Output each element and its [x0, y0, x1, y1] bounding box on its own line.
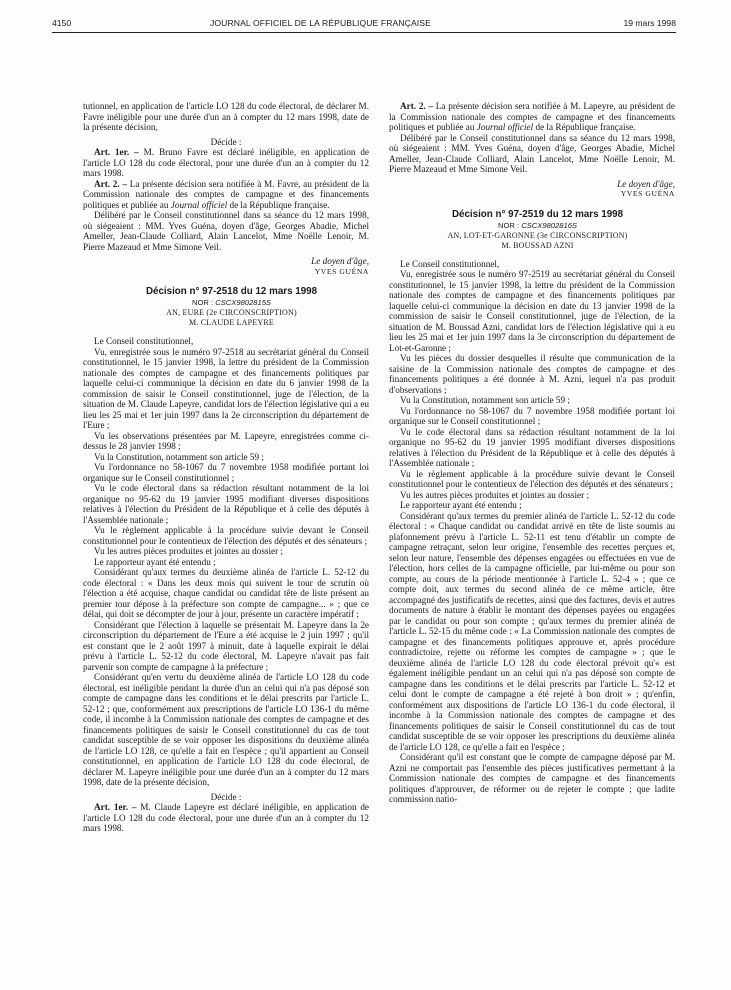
article-text: M. Claude Lapeyre est déclaré inéligible, en application de l'article LO 128 du code électoral, pour une durée d'un an à compter du 12 mars 1998. [83, 802, 370, 833]
paragraph: Vu l'ordonnance no 58-1067 du 7 novembre 1958 modifiée portant loi organique sur le Conseil constitutionnel ; [83, 462, 369, 483]
paragraph: Le Conseil constitutionnel, [400, 258, 500, 269]
paragraph: Vu les autres pièces produites et jointes au dossier ; [94, 546, 284, 556]
paragraph: Considérant que l'élection à laquelle se présentait M. Lapeyre dans la 2e circonscription du département de l'Eure a été acquise le 2 juin 1997 ; qu'il est constant que le 2 août 1997 à minuit, date à laquelle expirait le délai prévu à l'article L. 52-12 du code électoral, M. Lapeyre n'avait pas fait parvenir son compte de campagne à la préfecture ; [83, 619, 369, 672]
article-text: de la République française. [229, 199, 330, 210]
nor-label: NOR : [498, 220, 520, 230]
candidate-name: M. BOUSSAD AZNI [501, 240, 574, 250]
paragraph: Vu le code électoral dans sa rédaction résultant notamment de la loi organique no 95-62 du 19 janvier 1995 modifiant diverses dispositions relatives à l'élection du Président de la République et à celle des députés à l'Assemblée nationale ; [83, 483, 369, 525]
paragraph: Vu les observations présentées par M. Lapeyre, enregistrées comme ci-dessus le 28 janvier 1998 ; [83, 430, 369, 451]
article-text: La présente décision sera notifiée à M. Favre, au président de la Commission nationale des comptes de campagne et des financements politiques et publiée au [83, 178, 369, 210]
deliberation: Délibéré par le Conseil constitutionnel dans sa séance du 12 mars 1998, où siégeaient : MM. Yves Guéna, doyen d'âge, Georges Abadie, Michel Ameller, Jean-Claude Colliard, Alain Lancelot, Mme Noëlle Lenoir, M. Pierre Mazeaud et Mme Simone Veil. [389, 132, 675, 174]
paragraph: Vu, enregistrée sous le numéro 97-2518 au secrétariat général du Conseil constitutionnel, le 15 janvier 1998, la lettre du président de la Commission nationale des comptes de campagne et des financements politiques par laquelle celui-ci communique la décision en date du 6 janvier 1998 de la commission de saisir le Conseil constitutionnel, juge de l'élection, de la situation de M. Claude Lapeyre, candidat lors de l'élection législative qui a eu lieu les 25 mai et 1er juin 1997 dans la 2e circonscription du département de l'Eure ; [83, 346, 369, 430]
deliberation: Délibéré par le Conseil constitutionnel dans sa séance du 12 mars 1998, où siégeaient : MM. Yves Guéna, doyen d'âge, Georges Abadie, Michel Ameller, Jean-Claude Colliard, Alain Lancelot, Mme Noëlle Lenoir, M. Pierre Mazeaud et Mme Simone Veil. [83, 210, 369, 252]
paragraph: Vu l'ordonnance no 58-1067 du 7 novembre 1958 modifiée portant loi organique sur le Conseil constitutionnel ; [389, 405, 675, 426]
article-2 [389, 101, 675, 133]
article-1 [83, 802, 369, 834]
paragraph: Vu, enregistrée sous le numéro 97-2519 au secrétariat général du Conseil constitutionnel, le 15 janvier 1998, la lettre du président de la Commission nationale des comptes de campagne et des financements politiques par laquelle celui-ci communique la décision en date du 13 janvier 1998 de la commission de saisir le Conseil constitutionnel, juge de l'élection, de la situation de M. Boussad Azni, candidat lors de l'élection législative qui a eu lieu les 25 mai et 1er juin 1997 dans la 3e circonscription du département de Lot-et-Garonne ; [389, 269, 675, 353]
paragraph: Vu le code électoral dans sa rédaction résultant notamment de la loi organique no 95-62 du 19 janvier 1995 modifiant diverses dispositions relatives à l'élection du Président de la République et à celle des députés à l'Assemblée nationale ; [389, 426, 675, 468]
paragraph: Le rapporteur ayant été entendu ; [94, 556, 216, 567]
nor-code: CSCX9802815S [215, 298, 271, 307]
nor-label: NOR : [192, 298, 214, 307]
page-number: 4150 [52, 18, 72, 28]
paragraph: Considérant qu'aux termes du deuxième alinéa de l'article L. 52-12 du code électoral : « Dans les deux mois qui suivent le tour de scrutin où l'élection a été acquise, chaque candidat ou candidat tête de liste présent au premier tour dépose à la préfecture son compte de campagne... » ; que ce délai, qui doit se décompter de jour à jour, présente un caractère impératif ; [83, 567, 369, 619]
decision-title: Décision n° 97-2519 du 12 mars 1998 [451, 208, 624, 220]
paragraph: Le Conseil constitutionnel, [94, 336, 194, 346]
paragraph: Considérant qu'il est constant que le compte de campagne déposé par M. Azni ne comportait pas l'ensemble des pièces justificatives permettant à la Commission nationale des comptes de campagne et des financements politiques d'approuver, de réformer ou de rejeter le compte ; que ladite commission natio- [389, 752, 675, 804]
constituency: AN, EURE (2e CIRCONSCRIPTION) [166, 308, 297, 317]
left-column [83, 101, 369, 834]
signature-role: Le doyen d'âge, [311, 256, 369, 266]
paragraph: Vu la Constitution, notamment son article 59 ; [400, 395, 570, 405]
paragraph: Considérant qu'en vertu du deuxième alinéa de l'article LO 128 du code électoral, est inéligible pendant la durée d'un an celui qui n'a pas déposé son compte de campagne dans les conditions et le délai prescrits par l'article L. 52-12 ; que, conformément aux prescriptions de l'article LO 136-1 du même code, il incombe à la Commission nationale des comptes de campagne et des financements politiques de saisir le Conseil constitutionnel du cas de tout candidat susceptible de se voir opposer les dispositions du deuxième alinéa de l'article LO 128, ce qu'elle a fait en l'espèce ; qu'il appartient au Conseil constitutionnel, en application de l'article LO 128 du code électoral, de déclarer M. Lapeyre inéligible pour une durée d'un an à compter du 12 mars 1998, date de la présente décision, [83, 672, 369, 787]
article-label: Art. 2. – [400, 101, 434, 111]
article-text: de la République française. [535, 122, 636, 132]
nor-reference [83, 298, 369, 308]
paragraph: Vu les autres pièces produites et jointes au dossier ; [400, 489, 590, 500]
decision-title: Décision n° 97-2518 du 12 mars 1998 [145, 286, 318, 297]
article-text: La présente décision sera notifiée à M. Lapeyre, au président de la Commission nationale des comptes de campagne et des financements politiques et publiée au [389, 101, 675, 132]
decide-heading: Décide : [210, 791, 242, 802]
signature-role: Le doyen d'âge, [617, 178, 675, 189]
paragraph: Vu les pièces du dossier desquelles il résulte que communication de la saisine de la Commission nationale des comptes de campagne et des financements politiques a été donnée à M. Azni, lequel n'a pas produit d'observations ; [389, 353, 675, 395]
paragraph: Vu la Constitution, notamment son article 59 ; [94, 451, 264, 462]
right-column [389, 101, 675, 805]
journal-name: Journal officiel [170, 199, 228, 210]
signature-name: YVES GUÉNA [620, 189, 675, 198]
article-label: Art. 1er. – [94, 147, 139, 157]
issue-date: 19 mars 1998 [623, 18, 676, 28]
journal-title: JOURNAL OFFICIEL DE LA RÉPUBLIQUE FRANÇAISE [210, 18, 431, 28]
decide-heading: Décide : [210, 136, 242, 147]
paragraph: Vu le règlement applicable à la procédure suivie devant le Conseil constitutionnel pour le contentieux de l'élection des députés et des sénateurs ; [83, 525, 369, 546]
article-text: M. Bruno Favre est déclaré inéligible, en application de l'article LO 128 du code électoral, pour une durée d'un an à compter du 12 mars 1998. [83, 147, 369, 178]
candidate-name: M. CLAUDE LAPEYRE [189, 318, 274, 327]
nor-code: CSCX9802816S [521, 220, 577, 230]
journal-name: Journal officiel [476, 122, 534, 132]
paragraph: tutionnel, en application de l'article LO 128 du code électoral, de déclarer M. Favre inéligible pour une durée d'un an à compter du 12 mars 1998, date de la présente décision, [83, 101, 369, 132]
paragraph: Vu le règlement applicable à la procédure suivie devant le Conseil constitutionnel pour le contentieux de l'élection des députés et des sénateurs ; [389, 468, 675, 489]
paragraph: Le rapporteur ayant été entendu ; [400, 500, 522, 510]
article-label: Art. 1er. – [94, 802, 137, 812]
article-2 [83, 179, 369, 211]
article-label: Art. 2. – [94, 178, 128, 189]
article-1 [83, 147, 369, 179]
constituency: AN, LOT-ET-GARONNE (3e CIRCONSCRIPTION) [447, 230, 628, 240]
page-header [52, 16, 676, 33]
nor-reference [389, 221, 675, 231]
paragraph: Considérant qu'aux termes du premier alinéa de l'article L. 52-12 du code électoral : « Chaque candidat ou candidat arrivé en tête de liste soumis au plafonnement prévu à l'article L. 52-11 est tenu d'établir un compte de campagne retraçant, selon leur origine, l'ensemble des recettes perçues et, selon leur nature, l'ensemble des dépenses engagées ou effectuées en vue de l'élection, hors celles de la campagne officielle, par lui-même ou pour son compte, au cours de la période mentionnée à l'article L. 52-4 » ; que ce compte doit, aux termes du second alinéa de ce même article, être accompagné des justificatifs de recettes, ainsi que des factures, devis et autres documents de nature à établir le montant des dépenses payées ou engagées par le candidat ou pour son compte ; qu'aux termes du premier alinéa de l'article L. 52-15 du même code : « La Commission nationale des comptes de campagne et des financements politiques approuve et, après procédure contradictoire, rejette ou réforme les comptes de campagne » ; que le deuxième alinéa de l'article LO 128 du code électoral prévoit qu'« est également inéligible pendant un an celui qui n'a pas déposé son compte de campagne dans les conditions et le délai prescrits par l'article L. 52-12 et celui dont le compte de campagne a été rejeté à bon droit » ; qu'enfin, conformément aux dispositions de l'article LO 136-1 du code électoral, il incombe à la Commission nationale des comptes de campagne et des financements politiques de saisir le Conseil constitutionnel du cas de tout candidat susceptible de se voir opposer les prescriptions du deuxième alinéa de l'article LO 128, ce qu'elle a fait en l'espèce ; [389, 510, 675, 752]
signature-name: YVES GUÉNA [314, 266, 369, 276]
